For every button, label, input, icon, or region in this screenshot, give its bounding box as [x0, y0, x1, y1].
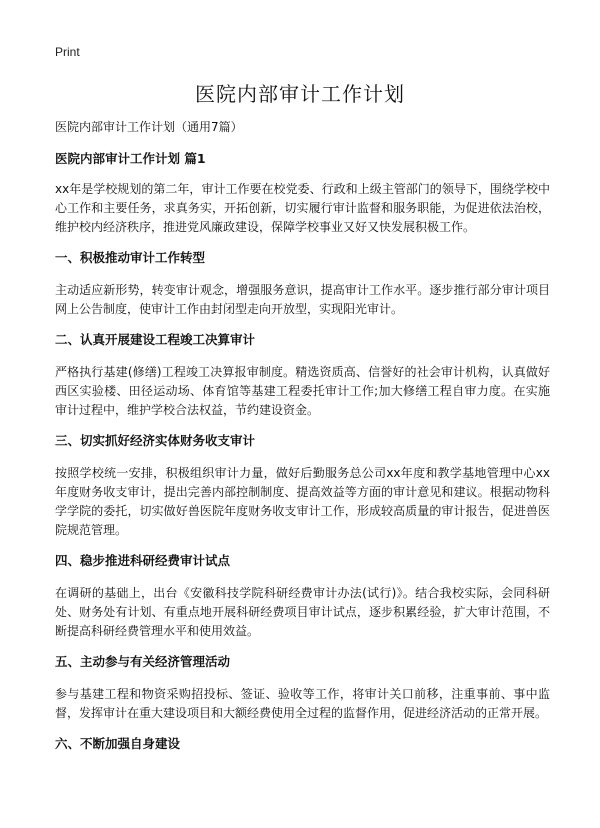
section-body: 参与基建工程和物资采购招投标、签证、验收等工作，将审计关口前移，注重事前、事中监督，发挥审计在重大建设项目和大额经费使用全过程的监督作用，促进经济活动的正常开展。 [55, 687, 550, 720]
section-heading: 五、主动参与有关经济管理活动 [55, 654, 231, 669]
article-heading: 医院内部审计工作计划 篇1 [55, 151, 206, 166]
section-1 [55, 249, 550, 319]
print-label: Print [55, 45, 80, 59]
section-3 [55, 432, 550, 540]
section-heading: 六、不断加强自身建设 [55, 736, 181, 751]
section-4 [55, 552, 550, 641]
section-heading: 一、积极推动审计工作转型 [55, 250, 206, 265]
document-subtitle: 医院内部审计工作计划（通用7篇） [55, 120, 243, 134]
document-content [55, 118, 550, 767]
section-body: 在调研的基础上，出台《安徽科技学院科研经费审计办法(试行)》。结合我校实际，会同科研处、财务处有计划、有重点地开展科研经费项目审计试点，逐步积累经验，扩大审计范围，不断提高科研经费管理水平和使用效益。 [55, 586, 550, 638]
section-heading: 三、切实抓好经济实体财务收支审计 [55, 433, 256, 448]
section-6 [55, 735, 550, 753]
section-5 [55, 653, 550, 723]
document-title: 医院内部审计工作计划 [195, 82, 405, 106]
section-2 [55, 331, 550, 420]
section-body: 严格执行基建(修缮)工程竣工决算报审制度。精选资质高、信誉好的社会审计机构，认真做好西区实验楼、田径运动场、体育馆等基建工程委托审计工作;加大修缮工程自审力度。在实施审计过程中，维护学校合法权益，节约建设资金。 [55, 365, 550, 417]
section-body: 按照学校统一安排，积极组织审计力量，做好后勤服务总公司xx年度和教学基地管理中心xx年度财务收支审计，提出完善内部控制制度、提高效益等方面的审计意见和建议。根据动物科学学院的委托，切实做好兽医院年度财务收支审计工作，形成较高质量的审计报告，促进兽医院规范管理。 [55, 466, 550, 537]
section-heading: 二、认真开展建设工程竣工决算审计 [55, 332, 256, 347]
section-heading: 四、稳步推进科研经费审计试点 [55, 553, 231, 568]
section-body: 主动适应新形势，转变审计观念，增强服务意识，提高审计工作水平。逐步推行部分审计项目网上公告制度，使审计工作由封闭型走向开放型，实现阳光审计。 [55, 283, 550, 316]
intro-paragraph: xx年是学校规划的第二年，审计工作要在校党委、行政和上级主管部门的领导下，围绕学校中心工作和主要任务，求真务实，开拓创新，切实履行审计监督和服务职能，为促进依法治校，维护校内经济秩序，推进党风廉政建设，保障学校事业又好又快发展积极工作。 [55, 182, 550, 234]
